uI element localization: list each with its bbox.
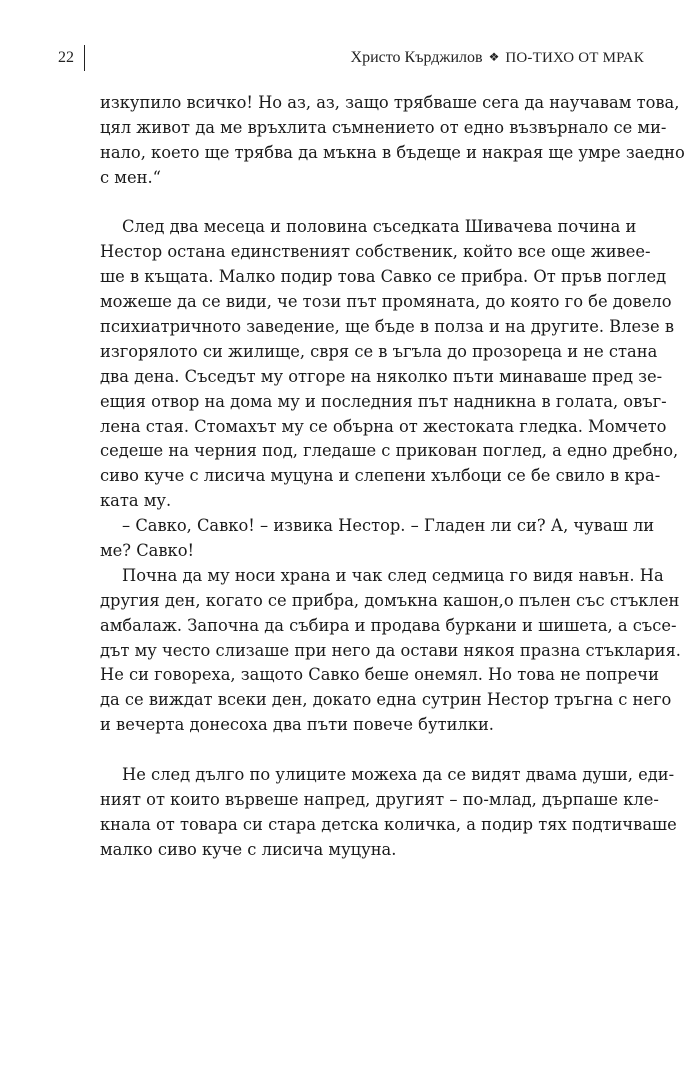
paragraph-gap <box>100 738 610 763</box>
text-line: кнала от товара си стара детска количка, а подир тях подтичваше <box>100 814 677 834</box>
text-line: лена стая. Стомахът му се обърна от жестоката гледка. Момчето <box>100 416 667 436</box>
paragraph <box>100 564 681 738</box>
text-line: Не след дълго по улиците можеха да се видят двама души, еди- <box>122 765 675 785</box>
text-line: ещия отвор на дома му и последния път надникна в голата, овъг- <box>100 391 667 411</box>
text-line: другия ден, когато се прибра, домъкна кашон,о пълен със стъклен <box>100 590 680 610</box>
paragraph <box>100 91 685 191</box>
running-head <box>351 49 644 67</box>
paragraph-gap <box>100 191 610 216</box>
text-line: амбалаж. Започна да събира и продава буркани и шишета, а съсе- <box>100 615 677 635</box>
paragraph <box>100 514 655 564</box>
author-name: Христо Кърджилов <box>350 49 483 66</box>
page-body-text <box>100 91 685 863</box>
text-line: нало, което ще трябва да мъкна в бъдеще и накрая ще умре заедно <box>100 142 685 162</box>
text-line: с мен.“ <box>100 167 161 187</box>
text-line: ше в къщата. Малко подир това Савко се прибра. От пръв поглед <box>100 267 667 287</box>
text-line: малко сиво куче с лисича муцуна. <box>100 839 397 859</box>
text-line: цял живот да ме връхлита съмнението от едно възвърнало се ми- <box>100 117 667 137</box>
text-line: сиво куче с лисича муцуна и слепени хълбоци се бе свило в кра- <box>100 466 661 486</box>
text-line: Почна да му носи храна и чак след седмица го видя навън. На <box>122 565 664 585</box>
text-line: изгорялото си жилище, свря се в ъгъла до прозореца и не стана <box>100 341 658 361</box>
text-line: ката му. <box>100 491 172 511</box>
text-line: ният от които вървеше напред, другият – по-млад, дърпаше кле- <box>100 789 659 809</box>
text-line: и вечерта донесоха два пъти повече бутилки. <box>100 715 494 735</box>
text-line: Не си говореха, защото Савко беше онемял. Но това не попречи <box>100 665 659 685</box>
text-line: да се виждат всеки ден, докато една сутрин Нестор тръгна с него <box>100 690 672 710</box>
text-line: седеше на черния под, гледаше с прикован поглед, а едно дребно, <box>100 441 679 461</box>
text-line: можеше да се види, че този път промяната, до която го бе довело <box>100 292 672 312</box>
paragraph <box>100 763 677 863</box>
header-divider <box>84 45 85 71</box>
page-header <box>0 45 700 73</box>
book-title: ПО-ТИХО ОТ МРАК <box>505 50 644 66</box>
paragraph <box>100 215 679 514</box>
text-line: – Савко, Савко! – извика Нестор. – Гладен ли си? А, чуваш ли <box>122 516 655 536</box>
text-line: Нестор остана единственият собственик, който все още живее- <box>100 242 651 262</box>
text-line: ме? Савко! <box>100 541 195 561</box>
ornament-icon: ❖ <box>488 50 500 64</box>
text-line: два дена. Съседът му отгоре на няколко пъти минаваше пред зе- <box>100 366 663 386</box>
text-line: дът му често слизаше при него да остави някоя празна стъклария. <box>100 640 681 660</box>
text-line: психиатричното заведение, ще бъде в полза и на другите. Влезе в <box>100 317 674 337</box>
text-line: След два месеца и половина съседката Шивачева почина и <box>122 217 637 237</box>
text-line: изкупило всичко! Но аз, аз, защо трябваше сега да научавам това, <box>100 93 680 112</box>
page-number: 22 <box>58 49 74 66</box>
